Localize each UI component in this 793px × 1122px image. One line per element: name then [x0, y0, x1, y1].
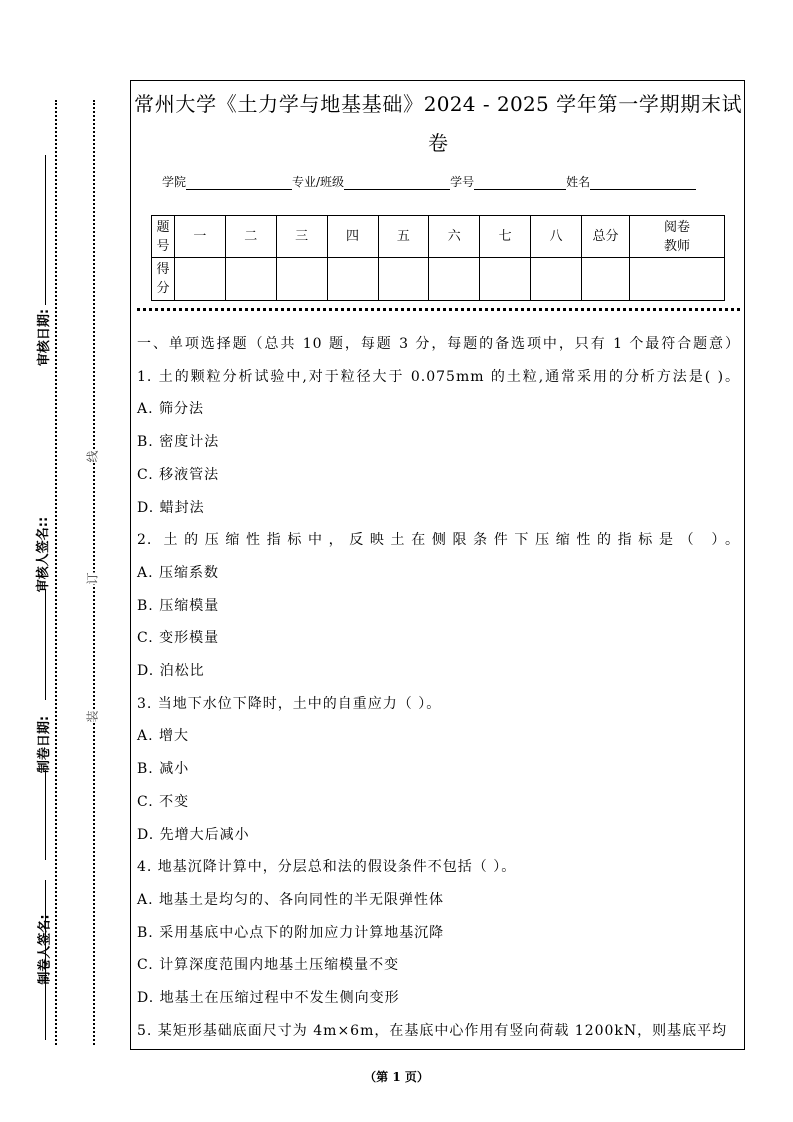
score-cell[interactable]: [378, 258, 429, 301]
answer-option: B. 密度计法: [137, 434, 220, 451]
header-cell: 七: [480, 216, 531, 258]
answer-option: A. 增大: [137, 728, 190, 745]
answer-option: B. 采用基底中心点下的附加应力计算地基沉降: [137, 924, 445, 941]
answer-option: C. 变形模量: [137, 630, 220, 647]
answer-option: C. 移液管法: [137, 466, 220, 483]
answer-option: B. 压缩模量: [137, 597, 220, 614]
binding-mark-xian: 线: [85, 450, 100, 463]
score-cell[interactable]: [276, 258, 327, 301]
score-cell[interactable]: [480, 258, 531, 301]
header-cell: 五: [378, 216, 429, 258]
student-id-input[interactable]: [474, 177, 566, 190]
header-cell: 三: [276, 216, 327, 258]
header-cell: 题 号: [152, 216, 175, 258]
make-date-label: 制卷日期:: [37, 715, 53, 774]
question-number-row: [152, 216, 725, 258]
answer-option: A. 筛分法: [137, 401, 205, 418]
score-cell[interactable]: [225, 258, 276, 301]
answer-option: C. 不变: [137, 793, 190, 810]
answer-option: D. 泊松比: [137, 663, 205, 679]
question-stem: 1. 土的颗粒分析试验中,对于粒径大于 0.075mm 的土粒,通常采用的分析方法是( )。: [137, 368, 740, 385]
answer-option: B. 减小: [137, 761, 190, 778]
score-row: [152, 258, 725, 301]
name-input[interactable]: [590, 177, 696, 190]
answer-option: D. 地基土在压缩过程中不发生侧向变形: [137, 990, 400, 1006]
header-cell: 六: [429, 216, 480, 258]
question-stem: 3. 当地下水位下降时，土中的自重应力（ ）。: [137, 695, 442, 712]
review-date-line: [45, 155, 46, 305]
score-cell[interactable]: [327, 258, 378, 301]
major-input[interactable]: [344, 177, 450, 190]
student-info: [162, 173, 696, 190]
field-label-id: 学号: [450, 175, 475, 189]
header-cell: 二: [225, 216, 276, 258]
answer-option: D. 先增大后减小: [137, 826, 250, 843]
header-cell: 一: [175, 216, 226, 258]
question-stem: 2. 土的压缩性指标中，反映土在侧限条件下压缩性的指标是（ ）。: [137, 532, 740, 549]
question-stem: 4. 地基沉降计算中，分层总和法的假设条件不包括（ ）。: [137, 859, 517, 876]
binding-mark-zhuang: 装: [85, 710, 100, 723]
question-stem: 5. 某矩形基础底面尺寸为 4m×6m，在基底中心作用有竖向荷载 1200kN，则基底平均: [137, 1022, 728, 1039]
section-heading: 一、单项选择题（总共 10 题，每题 3 分，每题的备选项中，只有 1 个最符合题意）: [137, 336, 740, 352]
binding-dotted-line-outer: [55, 100, 57, 1045]
answer-option: A. 地基土是均匀的、各向同性的半无限弹性体: [137, 891, 445, 908]
header-cell: 总分: [582, 216, 630, 258]
score-label: 得 分: [152, 258, 175, 301]
exam-title: 常州大学《土力学与地基基础》2024 - 2025 学年第一学期期末试: [134, 92, 742, 116]
college-input[interactable]: [186, 177, 292, 190]
score-cell[interactable]: [582, 258, 630, 301]
field-label-major: 专业/班级: [292, 175, 345, 189]
header-cell: 阅卷 教师: [630, 216, 725, 258]
score-table: [151, 215, 725, 301]
header-cell: 八: [531, 216, 582, 258]
score-cell[interactable]: [175, 258, 226, 301]
binding-mark-ding: 订: [85, 572, 100, 585]
exam-title-continued: 卷: [428, 131, 448, 155]
review-date-label: 审核日期:: [37, 308, 53, 367]
field-label-college: 学院: [162, 175, 187, 189]
field-label-name: 姓名: [566, 175, 591, 189]
answer-option: C. 计算深度范围内地基土压缩模量不变: [137, 957, 400, 974]
separator-dotted-line: [137, 308, 740, 311]
maker-signature-label: 制卷人签名:: [37, 914, 53, 985]
page-number: （第 1 页）: [364, 1070, 429, 1084]
answer-option: D. 蜡封法: [137, 499, 205, 516]
review-signature-line: [45, 590, 46, 700]
score-cell[interactable]: [531, 258, 582, 301]
score-cell[interactable]: [630, 258, 725, 301]
answer-option: A. 压缩系数: [137, 564, 220, 581]
score-cell[interactable]: [429, 258, 480, 301]
make-date-line: [45, 770, 46, 860]
reviewer-signature-label: 审核人签名::: [36, 516, 52, 593]
header-cell: 四: [327, 216, 378, 258]
